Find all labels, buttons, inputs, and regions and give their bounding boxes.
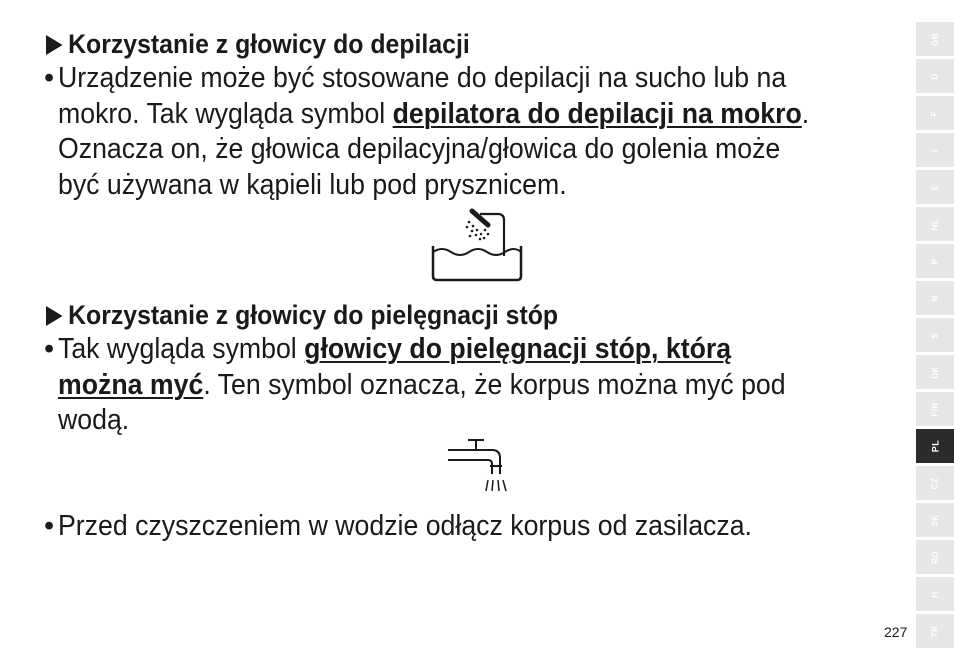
bullet-depilation (44, 61, 904, 206)
language-tab-e[interactable]: E (916, 170, 954, 204)
page-number: 227 (884, 624, 908, 640)
language-tab-dk[interactable]: DK (916, 355, 954, 389)
language-tab-i[interactable]: I (916, 133, 954, 167)
language-tab-gb[interactable]: GB (916, 22, 954, 56)
paragraph-line: Przed czyszczeniem w wodzie odłącz korpus od zasilacza. (58, 510, 752, 542)
language-tab-sk[interactable]: SK (916, 503, 954, 537)
paragraph-line: być używana w kąpieli lub pod prysznicem. (58, 168, 567, 201)
language-tab-pl-active[interactable]: PL (916, 429, 954, 463)
paragraph-line: Oznacza on, że głowica depilacyjna/głowica do golenia może (58, 133, 781, 165)
language-tab-nl[interactable]: NL (916, 207, 954, 241)
triangle-right-icon (46, 35, 63, 55)
bullet-marker: • (44, 510, 55, 542)
language-tab-cz[interactable]: CZ (916, 466, 954, 500)
language-tab-f[interactable]: F (916, 96, 954, 130)
paragraph-line: Tak wygląda symbol głowicy do pielęgnacji stóp, którą (58, 333, 732, 365)
bullet-marker: • (44, 333, 55, 365)
language-tab-n[interactable]: N (916, 281, 954, 315)
bullet-cleaning (44, 509, 904, 549)
section-heading-depilation: Korzystanie z głowicy do depilacji (46, 28, 470, 60)
paragraph-line: wodą. (58, 404, 130, 436)
wet-depilator-symbol-term: depilatora do depilacji na mokro (392, 97, 802, 130)
paragraph-line: Urządzenie może być stosowane do depilacji na sucho lub na (58, 62, 787, 94)
language-tab-s[interactable]: S (916, 318, 954, 352)
language-tab-p[interactable]: P (916, 244, 954, 278)
washable-term: można myć (58, 368, 204, 401)
language-tab-ro[interactable]: RO (916, 540, 954, 574)
language-tab-h[interactable]: H (916, 577, 954, 611)
section-heading-foot-care: Korzystanie z głowicy do pielęgnacji stóp (46, 299, 558, 331)
bath-shower-icon (428, 208, 526, 284)
triangle-right-icon (46, 306, 63, 326)
washable-foot-care-symbol-term: głowicy do pielęgnacji stóp, którą (304, 333, 732, 365)
paragraph-line: można myć. Ten symbol oznacza, że korpus można myć pod (58, 368, 786, 401)
bullet-marker: • (44, 62, 55, 94)
water-tap-icon (444, 436, 510, 494)
language-tab-tr[interactable]: TR (916, 614, 954, 648)
language-tab-fin[interactable]: FIN (916, 392, 954, 426)
paragraph-line: mokro. Tak wygląda symbol depilatora do depilacji na mokro. (58, 97, 810, 130)
bullet-foot-care (44, 332, 904, 442)
language-tab-d[interactable]: D (916, 59, 954, 93)
